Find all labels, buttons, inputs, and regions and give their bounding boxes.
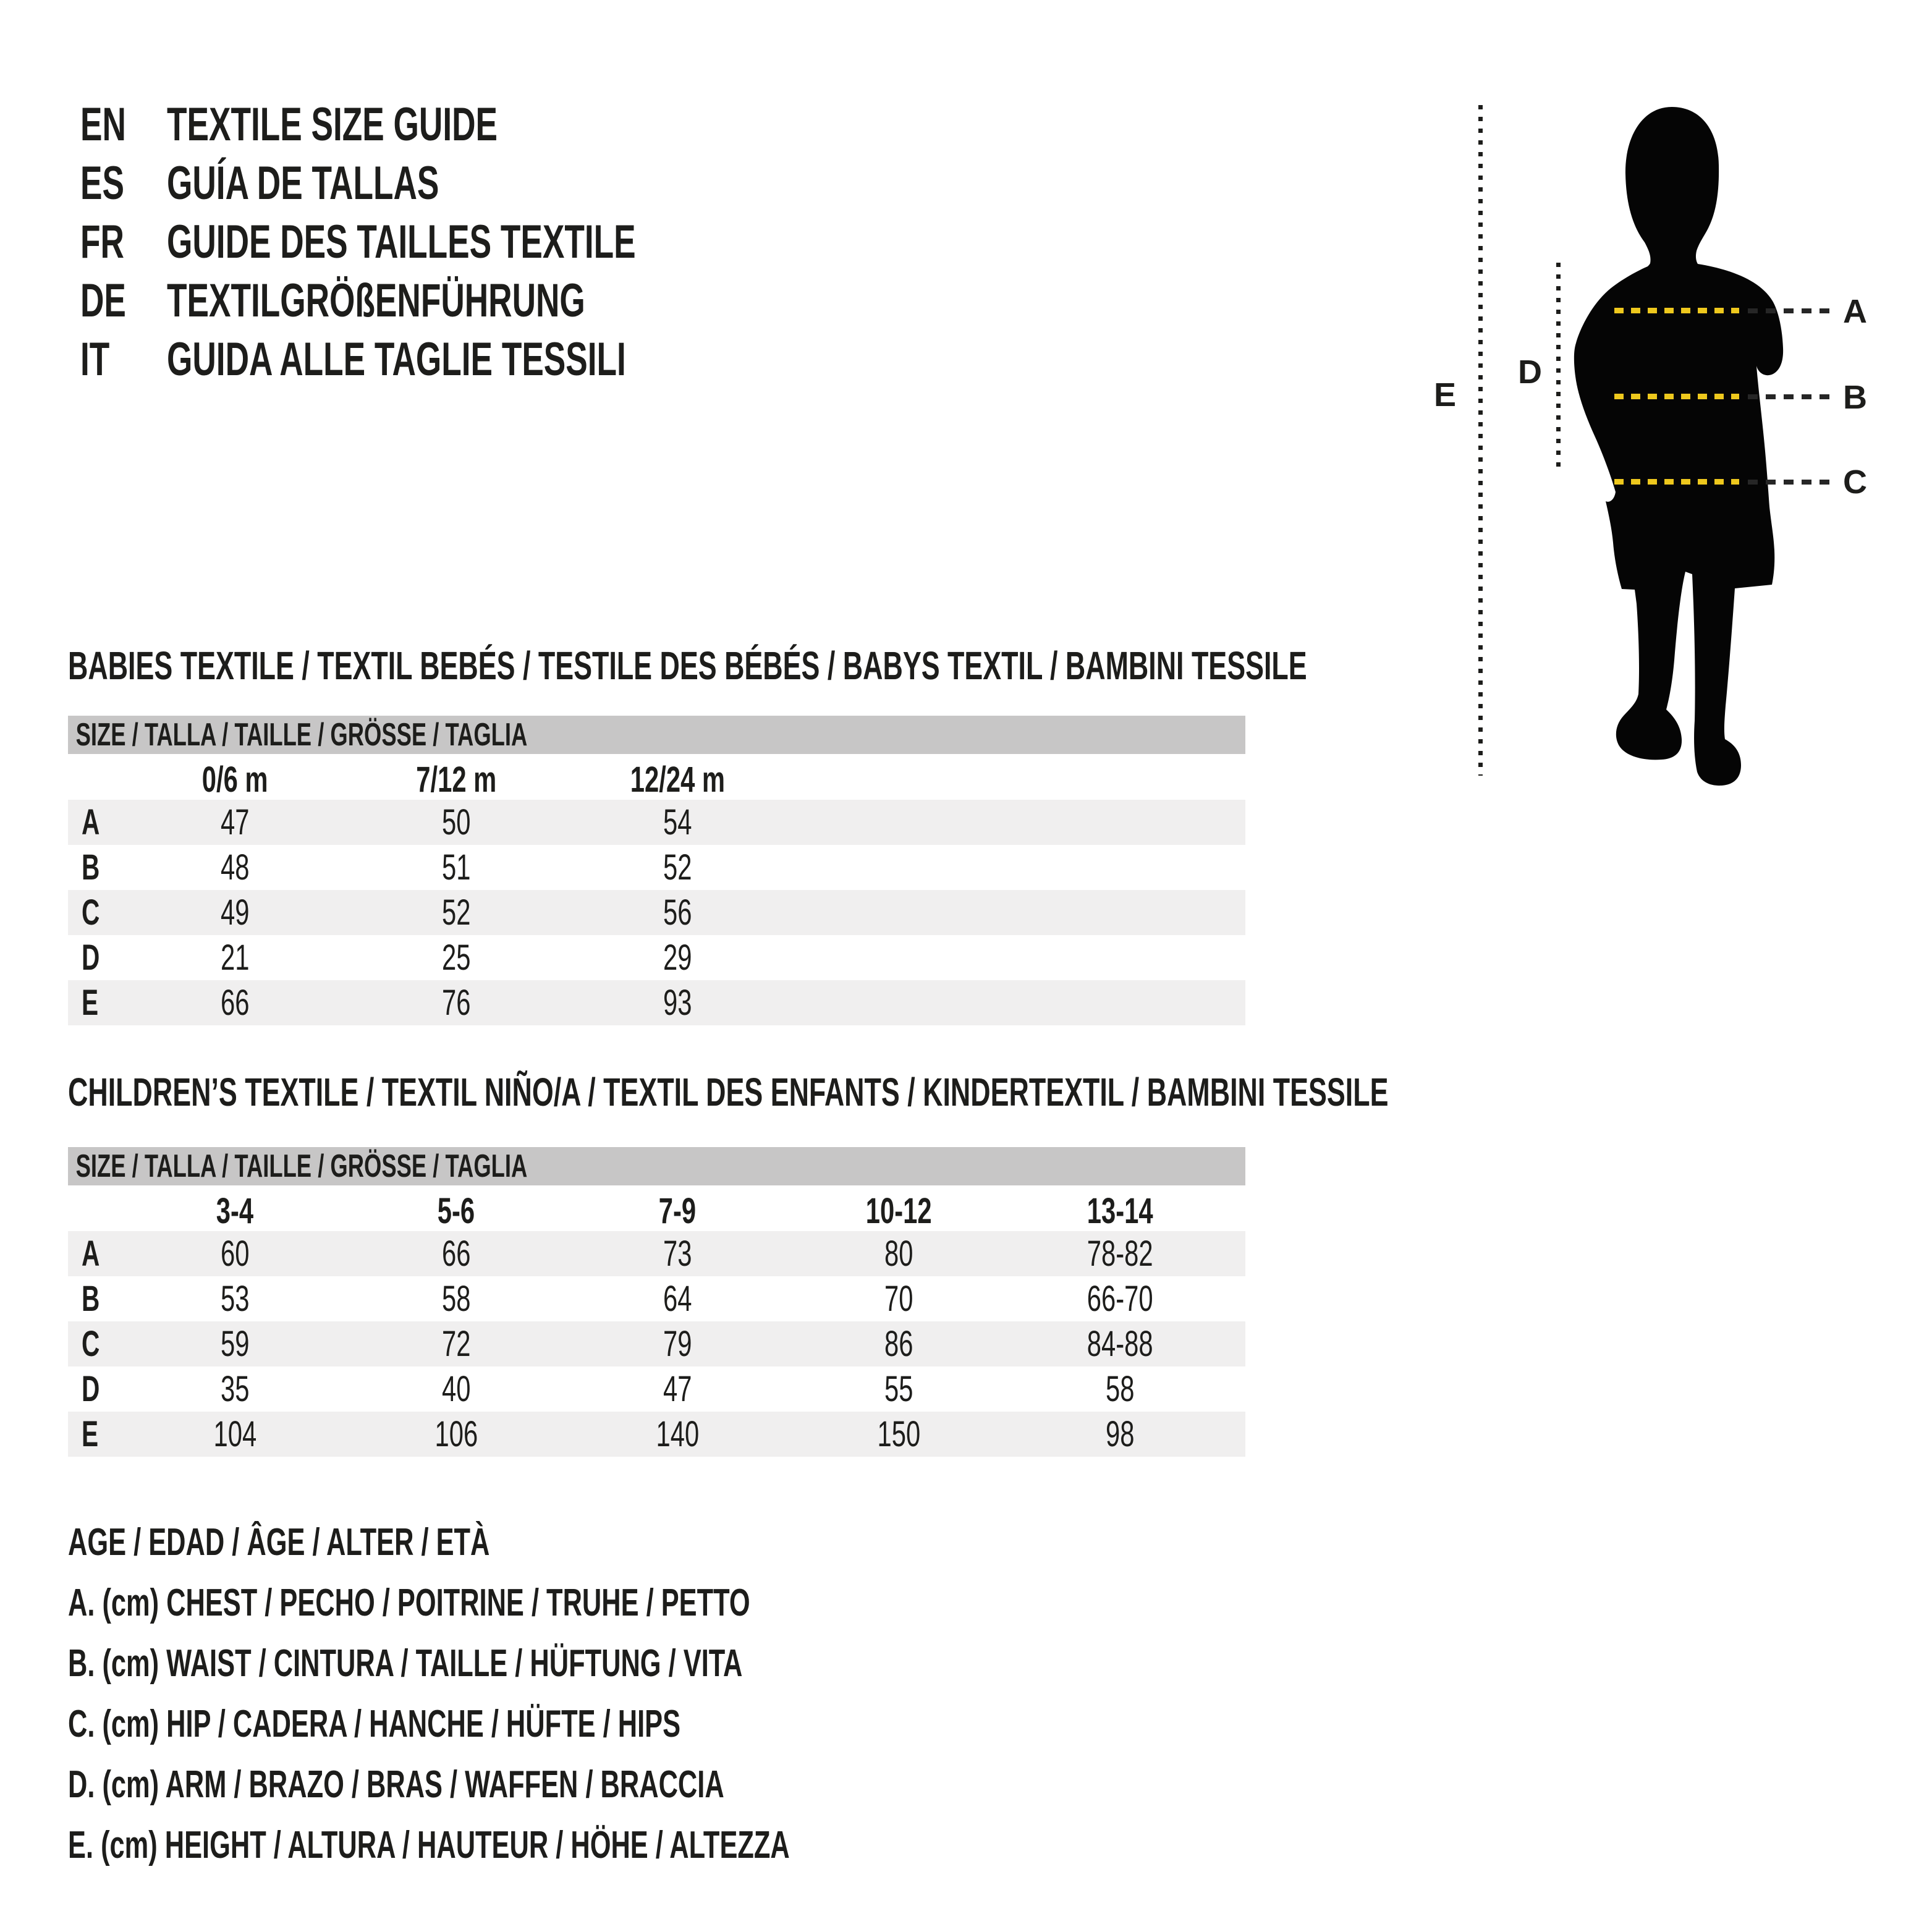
legend-hip-line: C. (cm) HIP / CADERA / HANCHE / HÜFTE / HIPS bbox=[68, 1703, 681, 1745]
babies-row-d: D 21 25 29 bbox=[68, 935, 1245, 980]
language-code-fr: FR bbox=[80, 216, 124, 268]
chest-measure-dash-black bbox=[1748, 308, 1829, 313]
children-column-3-4: 3-4 bbox=[216, 1191, 254, 1231]
language-code-es: ES bbox=[80, 157, 124, 210]
babies-column-7-12m: 7/12 m bbox=[415, 760, 497, 800]
babies-a-7-12m: 50 bbox=[441, 802, 471, 842]
waist-measure-dash-black bbox=[1748, 394, 1829, 399]
babies-a-12-24m: 54 bbox=[663, 802, 692, 842]
babies-c-0-6m: 49 bbox=[220, 892, 250, 933]
legend-waist-line: B. (cm) WAIST / CINTURA / TAILLE / HÜFTUNG / VITA bbox=[68, 1642, 743, 1685]
legend-height-line: E. (cm) HEIGHT / ALTURA / HAUTEUR / HÖHE / ALTEZZA bbox=[68, 1824, 790, 1866]
babies-column-12-24m: 12/24 m bbox=[630, 760, 725, 800]
children-c-3-4: 59 bbox=[220, 1324, 250, 1364]
children-d-13-14: 58 bbox=[1105, 1369, 1135, 1409]
children-b-7-9: 64 bbox=[663, 1279, 692, 1319]
children-c-7-9: 79 bbox=[663, 1324, 692, 1364]
children-a-3-4: 60 bbox=[220, 1234, 250, 1274]
children-e-3-4: 104 bbox=[213, 1414, 256, 1454]
babies-row-e: E 66 76 93 bbox=[68, 980, 1245, 1025]
children-column-10-12: 10-12 bbox=[865, 1191, 932, 1231]
language-title-de: TEXTILGRÖßENFÜHRUNG bbox=[167, 274, 585, 327]
babies-heading: BABIES TEXTILE / TEXTIL BEBÉS / TESTILE DES BÉBÉS / BABYS TEXTIL / BAMBINI TESSILE bbox=[68, 643, 1307, 688]
legend-arm-line: D. (cm) ARM / BRAZO / BRAS / WAFFEN / BRACCIA bbox=[68, 1763, 724, 1806]
babies-e-0-6m: 66 bbox=[220, 983, 250, 1023]
children-a-7-9: 73 bbox=[663, 1234, 692, 1274]
babies-c-7-12m: 52 bbox=[441, 892, 471, 933]
children-d-7-9: 47 bbox=[663, 1369, 692, 1409]
language-title-en: TEXTILE SIZE GUIDE bbox=[167, 98, 498, 151]
hip-measure-dash-yellow bbox=[1614, 479, 1739, 485]
babies-d-12-24m: 29 bbox=[663, 938, 692, 978]
children-c-10-12: 86 bbox=[884, 1324, 913, 1364]
children-row-e: E 104 106 140 150 98 bbox=[68, 1412, 1245, 1457]
children-b-10-12: 70 bbox=[884, 1279, 913, 1319]
babies-c-12-24m: 56 bbox=[663, 892, 692, 933]
babies-size-header-bar bbox=[68, 716, 1245, 754]
babies-b-0-6m: 48 bbox=[220, 847, 250, 888]
babies-row-a: A 47 50 54 bbox=[68, 800, 1245, 845]
children-row-b: B 53 58 64 70 66-70 bbox=[68, 1276, 1245, 1321]
children-row-c: C 59 72 79 86 84-88 bbox=[68, 1321, 1245, 1366]
babies-e-7-12m: 76 bbox=[441, 983, 471, 1023]
babies-e-12-24m: 93 bbox=[663, 983, 692, 1023]
waist-measure-dash-yellow bbox=[1614, 394, 1739, 399]
babies-size-header-label: SIZE / TALLA / TAILLE / GRÖSSE / TAGLIA bbox=[75, 717, 528, 753]
children-b-5-6: 58 bbox=[441, 1279, 471, 1319]
figure-label-height: E bbox=[1434, 376, 1457, 413]
children-e-10-12: 150 bbox=[877, 1414, 920, 1454]
children-b-3-4: 53 bbox=[220, 1279, 250, 1319]
children-a-13-14: 78-82 bbox=[1087, 1234, 1153, 1274]
chest-measure-dash-yellow bbox=[1614, 308, 1739, 313]
babies-d-0-6m: 21 bbox=[220, 938, 250, 978]
children-d-3-4: 35 bbox=[220, 1369, 250, 1409]
babies-d-7-12m: 25 bbox=[441, 938, 471, 978]
language-title-it: GUIDA ALLE TAGLIE TESSILI bbox=[167, 333, 626, 386]
arm-measure-line-d bbox=[1556, 263, 1561, 473]
children-c-5-6: 72 bbox=[441, 1324, 471, 1364]
children-d-10-12: 55 bbox=[884, 1369, 913, 1409]
babies-b-7-12m: 51 bbox=[441, 847, 471, 888]
babies-b-12-24m: 52 bbox=[663, 847, 692, 888]
figure-label-arm: D bbox=[1518, 354, 1542, 391]
language-code-it: IT bbox=[80, 333, 110, 386]
figure-label-chest: A bbox=[1843, 293, 1867, 330]
language-title-es: GUÍA DE TALLAS bbox=[167, 157, 439, 210]
children-a-5-6: 66 bbox=[441, 1234, 471, 1274]
children-d-5-6: 40 bbox=[441, 1369, 471, 1409]
language-code-de: DE bbox=[80, 274, 126, 327]
children-e-5-6: 106 bbox=[434, 1414, 478, 1454]
figure-label-hip: C bbox=[1843, 464, 1867, 501]
children-a-10-12: 80 bbox=[884, 1234, 913, 1274]
children-row-d: D 35 40 47 55 58 bbox=[68, 1366, 1245, 1412]
children-column-7-9: 7-9 bbox=[658, 1191, 697, 1231]
legend-chest-line: A. (cm) CHEST / PECHO / POITRINE / TRUHE / PETTO bbox=[68, 1582, 750, 1624]
children-column-13-14: 13-14 bbox=[1087, 1191, 1153, 1231]
children-row-a: A 60 66 73 80 78-82 bbox=[68, 1231, 1245, 1276]
babies-column-0-6m: 0/6 m bbox=[201, 760, 268, 800]
babies-row-b: B 48 51 52 bbox=[68, 845, 1245, 890]
babies-a-0-6m: 47 bbox=[220, 802, 250, 842]
children-heading: CHILDREN’S TEXTILE / TEXTIL NIÑO/A / TEXTIL DES ENFANTS / KINDERTEXTIL / BAMBINI TESSILE bbox=[68, 1070, 1389, 1114]
babies-row-c: C 49 52 56 bbox=[68, 890, 1245, 935]
children-size-header-label: SIZE / TALLA / TAILLE / GRÖSSE / TAGLIA bbox=[75, 1148, 528, 1184]
children-e-7-9: 140 bbox=[656, 1414, 699, 1454]
figure-label-waist: B bbox=[1843, 379, 1867, 416]
children-c-13-14: 84-88 bbox=[1087, 1324, 1153, 1364]
hip-measure-dash-black bbox=[1748, 480, 1829, 485]
legend-age-line: AGE / EDAD / ÂGE / ALTER / ETÀ bbox=[68, 1521, 490, 1564]
children-b-13-14: 66-70 bbox=[1087, 1279, 1153, 1319]
children-size-header-bar bbox=[68, 1147, 1245, 1185]
children-e-13-14: 98 bbox=[1105, 1414, 1135, 1454]
language-title-fr: GUIDE DES TAILLES TEXTILE bbox=[167, 216, 636, 268]
children-column-5-6: 5-6 bbox=[437, 1191, 475, 1231]
language-code-en: EN bbox=[80, 98, 126, 151]
